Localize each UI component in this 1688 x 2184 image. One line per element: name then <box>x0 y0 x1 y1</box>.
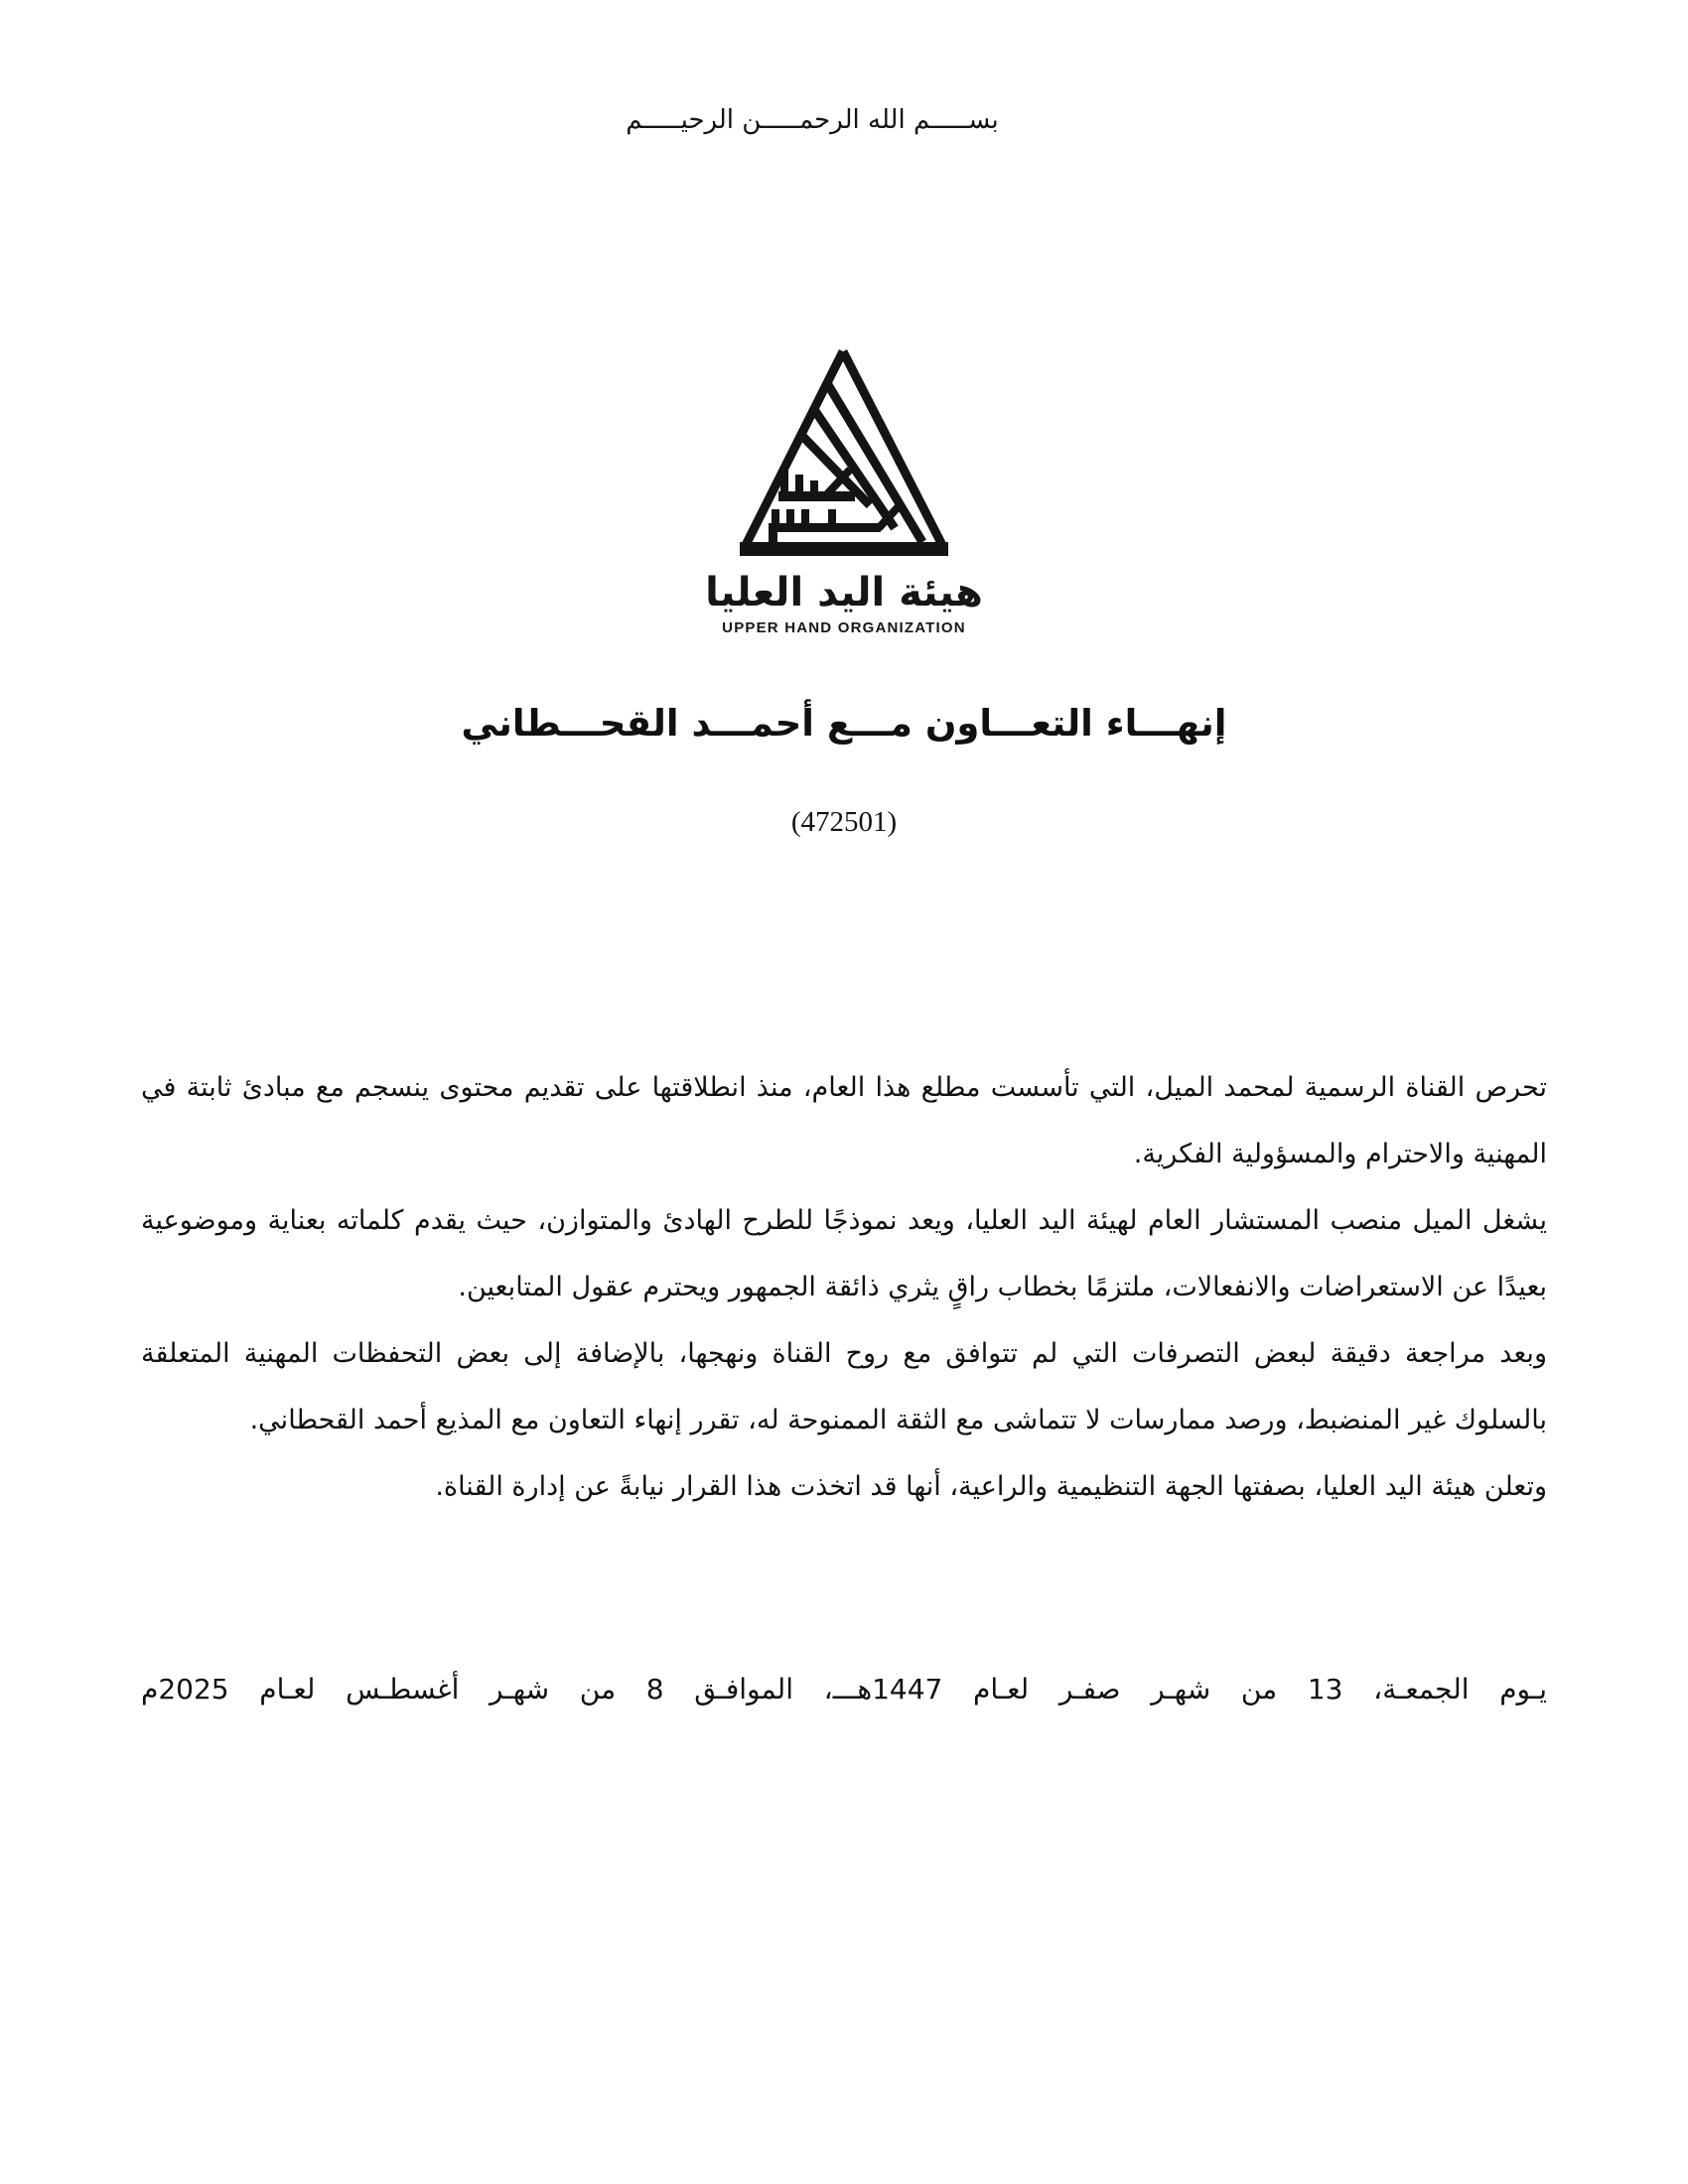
bismillah-text: بســـــم الله الرحمـــــن الرحيـــــم <box>626 105 999 135</box>
org-name-arabic: هيئة اليد العليا <box>705 570 983 615</box>
reference-number: (472501) <box>790 806 898 838</box>
striped-triangle-emblem-icon <box>739 340 949 560</box>
document-title: إنهـــاء التعـــاون مـــع أحمـــد القحـــطاني <box>461 702 1227 745</box>
body-paragraph-2: يشغل الميل منصب المستشار العام لهيئة اليد العليا، ويعد نموذجًا للطرح الهادئ والمتوازن، حيث يقدم كلماته بعناية وموضوعية بعيدًا عن الاستعراضات والانفعالات، ملتزمًا بخطاب راقٍ يثري ذائقة الجمهور ويحترم عقول المتابعين. <box>141 1205 1547 1302</box>
body-paragraph-4: وتعلن هيئة اليد العليا، بصفتها الجهة التنظيمية والراعية، أنها قد اتخذت هذا القرار نيابةً عن إدارة القناة. <box>435 1471 1547 1502</box>
document-body <box>141 1054 1547 1520</box>
body-paragraph-3: وبعد مراجعة دقيقة لبعض التصرفات التي لم تتوافق مع روح القناة ونهجها، بالإضافة إلى بعض التحفظات المهنية المتعلقة بالسلوك غير المنضبط، ورصد ممارسات لا تتماشى مع الثقة الممنوحة له، تقرر إنهاء التعاون مع المذيع أحمد القحطاني. <box>141 1338 1547 1435</box>
body-paragraph-1: تحرص القناة الرسمية لمحمد الميل، التي تأسست مطلع هذا العام، منذ انطلاقتها على تقديم محتوى ينسجم مع مبادئ ثابتة في المهنية والاحترام والمسؤولية الفكرية. <box>141 1072 1547 1169</box>
org-logo <box>0 340 1688 636</box>
date-line: يـوم الجمعـة، 13 من شهـر صفـر لعـام 1447هـــ، الموافـق 8 من شهـر أغسطـس لعـام 2025م <box>141 1673 1547 1706</box>
org-name-english: UPPER HAND ORGANIZATION <box>722 619 966 636</box>
